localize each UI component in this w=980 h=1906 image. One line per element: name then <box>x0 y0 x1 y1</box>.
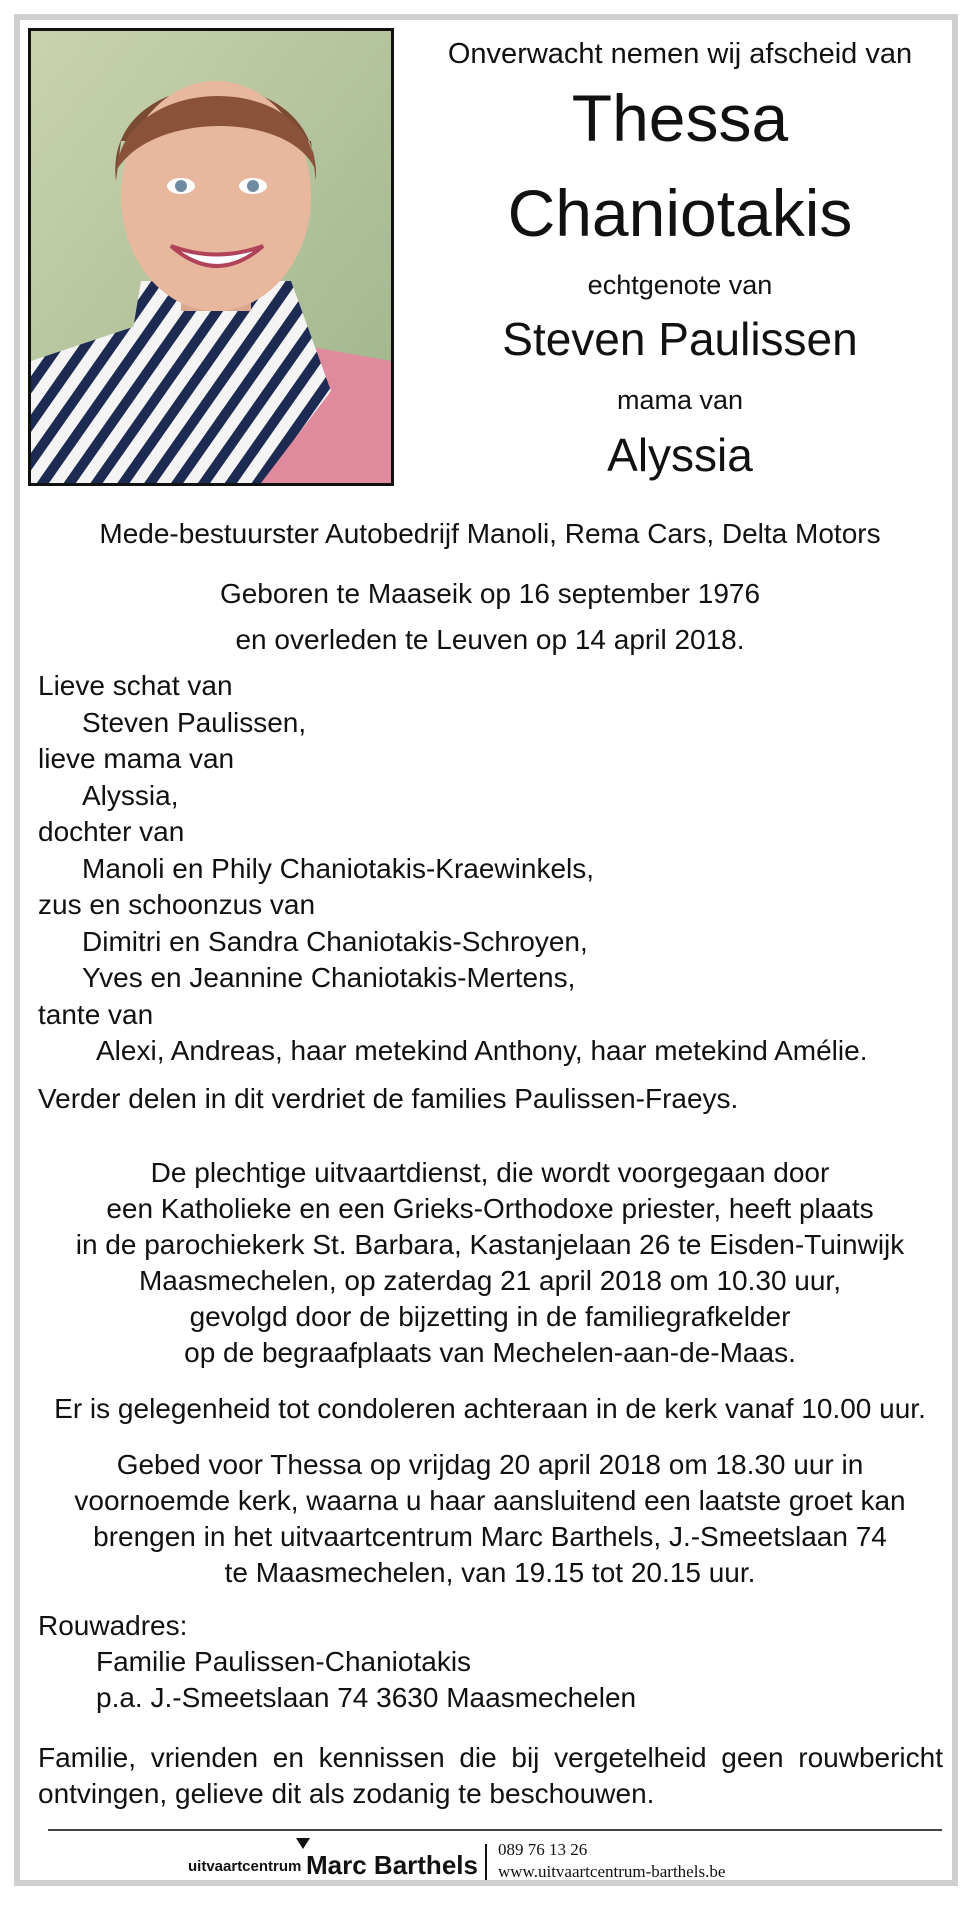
prayer-line: Gebed voor Thessa op vrijdag 20 april 2018 om 18.30 uur in <box>116 1449 864 1480</box>
deceased-first-name: Thessa <box>571 81 789 155</box>
families-line: Verder delen in dit verdriet de families Paulissen-Fraeys. <box>38 1083 739 1114</box>
closing-note: Familie, vrienden en kennissen die bij vergetelheid geen rouwbericht ontvingen, gelieve dit als zodanig te beschouwen. <box>38 1742 943 1809</box>
footer <box>0 1838 980 1886</box>
relations-list <box>38 668 867 1070</box>
footer-divider <box>48 1829 942 1831</box>
relation-line: Alyssia, <box>82 779 179 811</box>
relation-line: tante van <box>38 998 154 1030</box>
mourning-address <box>38 1608 636 1716</box>
child-name: Alyssia <box>607 429 753 481</box>
condolence-line: Er is gelegenheid tot condoleren achteraan in de kerk vanaf 10.00 uur. <box>54 1393 926 1424</box>
spouse-label: echtgenote van <box>587 270 773 300</box>
footer-separator <box>485 1844 487 1880</box>
relation-line: Dimitri en Sandra Chaniotakis-Schroyen, <box>82 925 588 957</box>
relation-line: Manoli en Phily Chaniotakis-Kraewinkels, <box>82 852 595 884</box>
footer-phone: 089 76 13 26 <box>498 1840 588 1859</box>
address-label: Rouwadres: <box>38 1610 188 1641</box>
footer-website: www.uitvaartcentrum-barthels.be <box>498 1862 726 1881</box>
relation-line: lieve mama van <box>38 743 235 774</box>
triangle-logo-icon <box>296 1838 310 1849</box>
address-line: Familie Paulissen-Chaniotakis <box>96 1646 472 1677</box>
footer-company-name: Marc Barthels <box>306 1850 478 1880</box>
relation-line: Lieve schat van <box>38 670 233 701</box>
deceased-last-name: Chaniotakis <box>507 176 853 250</box>
relation-line: dochter van <box>38 816 185 847</box>
footer-company-type: uitvaartcentrum <box>188 1858 302 1875</box>
spouse-name: Steven Paulissen <box>502 313 858 365</box>
role-line: Mede-bestuurster Autobedrijf Manoli, Rema Cars, Delta Motors <box>99 518 881 549</box>
birth-line: Geboren te Maaseik op 16 september 1976 <box>219 578 761 609</box>
relation-line: Yves en Jeannine Chaniotakis-Mertens, <box>82 962 576 993</box>
intro-text: Onverwacht nemen wij afscheid van <box>447 38 913 70</box>
prayer-paragraph <box>28 1447 952 1591</box>
funeral-service-paragraph <box>28 1155 952 1371</box>
child-label: mama van <box>616 385 744 415</box>
relation-line: Steven Paulissen, <box>82 706 307 738</box>
service-line: op de begraafplaats van Mechelen-aan-de-Maas. <box>184 1337 796 1368</box>
death-line: en overleden te Leuven op 14 april 2018. <box>235 624 745 655</box>
prayer-line: te Maasmechelen, van 19.15 tot 20.15 uur. <box>224 1557 756 1588</box>
prayer-line: brengen in het uitvaartcentrum Marc Barthels, J.-Smeetslaan 74 <box>93 1521 887 1552</box>
service-line: in de parochiekerk St. Barbara, Kastanjelaan 26 te Eisden-Tuinwijk <box>75 1229 905 1260</box>
address-line: p.a. J.-Smeetslaan 74 3630 Maasmechelen <box>96 1682 637 1713</box>
portrait-photo <box>28 28 394 486</box>
service-line: De plechtige uitvaartdienst, die wordt voorgegaan door <box>150 1157 830 1188</box>
relation-line: zus en schoonzus van <box>38 889 316 920</box>
service-line: gevolgd door de bijzetting in de familiegrafkelder <box>189 1301 791 1332</box>
relation-line: Alexi, Andreas, haar metekind Anthony, haar metekind Amélie. <box>96 1035 868 1066</box>
prayer-line: voornoemde kerk, waarna u haar aansluitend een laatste groet kan <box>74 1485 906 1516</box>
service-line: een Katholieke en een Grieks-Orthodoxe priester, heeft plaats <box>106 1193 874 1224</box>
service-line: Maasmechelen, op zaterdag 21 april 2018 om 10.30 uur, <box>138 1265 841 1296</box>
